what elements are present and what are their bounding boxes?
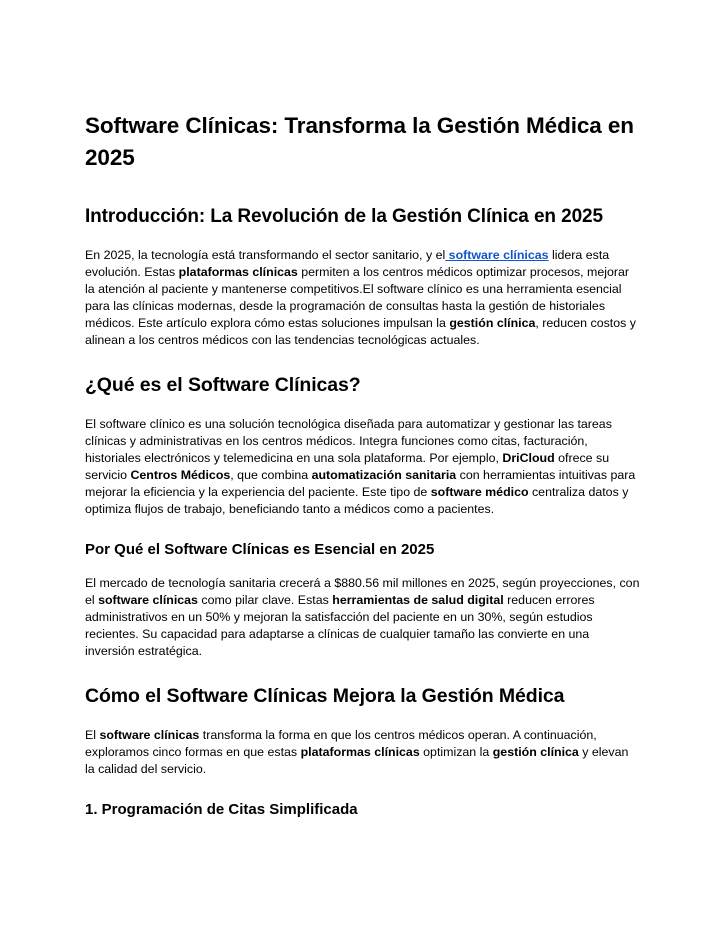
document-title: Software Clínicas: Transforma la Gestión Médica en 2025 [85,113,634,170]
what-text-c: , que combina [230,468,312,482]
why-text-b: como pilar clave. Estas [197,593,333,607]
how-text-c: optimizan la [419,745,493,759]
why-text-c: reducen errores administrativos en un 50% y mejoran la satisfacción del paciente en un 30%, según estudios recientes. Su capacidad para adaptarse a clínicas de cualquier tamaño las convierte en una inversión estratégica. [85,593,595,658]
intro-text-b: lidera esta evolución. Estas [85,248,610,279]
intro-bold-2: gestión clínica [449,316,536,330]
how-bold-3: gestión clínica [492,745,579,759]
intro-text-d: , reducen costos y alinean a los centros médicos con las tendencias tecnológicas actuales. [85,316,636,347]
what-heading: ¿Qué es el Software Clínicas? [85,374,361,396]
why-heading: Por Qué el Software Clínicas es Esencial en 2025 [85,541,435,558]
how-heading: Cómo el Software Clínicas Mejora la Gestión Médica [85,685,565,707]
how-paragraph [85,727,640,778]
what-bold-3: automatización sanitaria [311,468,457,482]
how-text-d: y elevan la calidad del servicio. [85,745,629,776]
what-paragraph [85,416,640,518]
software-clinicas-link[interactable]: software clínicas [445,248,549,262]
how-bold-2: plataformas clínicas [300,745,420,759]
intro-text-c: permiten a los centros médicos optimizar procesos, mejorar la atención al paciente y mantenerse competitivos.El software clínico es una herramienta esencial para las clínicas modernas, desde la programación de consultas hasta la gestión de historiales médicos. Este artículo explora cómo estas soluciones impulsan la [85,265,630,330]
why-paragraph [85,575,640,660]
what-bold-1: DriCloud [502,451,555,465]
document-body [85,110,640,835]
how-bold-1: software clínicas [99,728,200,742]
why-bold-1: software clínicas [98,593,198,607]
what-text-a: El software clínico es una solución tecnológica diseñada para automatizar y gestionar las tareas clínicas y administrativas en los centros médicos. Integra funciones como citas, facturación, historiales electrónicos y telemedicina en una sola plataforma. Por ejemplo, [85,417,612,465]
intro-text-a: En 2025, la tecnología está transformando el sector sanitario, y el [85,248,446,262]
intro-bold-1: plataformas clínicas [178,265,298,279]
what-text-e: centraliza datos y optimiza flujos de trabajo, beneficiando tanto a médicos como a pacientes. [85,485,629,516]
what-text-b: ofrece su servicio [85,451,610,482]
what-bold-4: software médico [430,485,529,499]
what-text-d: con herramientas intuitivas para mejorar la eficiencia y la experiencia del paciente. Este tipo de [85,468,636,499]
how-text-a: El [85,728,100,742]
how-text-b: transforma la forma en que los centros médicos operan. A continuación, exploramos cinco formas en que estas [85,728,597,759]
intro-paragraph [85,247,640,349]
intro-heading: Introducción: La Revolución de la Gestión Clínica en 2025 [85,206,603,227]
sub1-heading: 1. Programación de Citas Simplificada [85,801,358,818]
why-bold-2: herramientas de salud digital [332,593,504,607]
what-bold-2: Centros Médicos [130,468,231,482]
why-text-a: El mercado de tecnología sanitaria crecerá a $880.56 mil millones en 2025, según proyecciones, con el [85,576,640,607]
